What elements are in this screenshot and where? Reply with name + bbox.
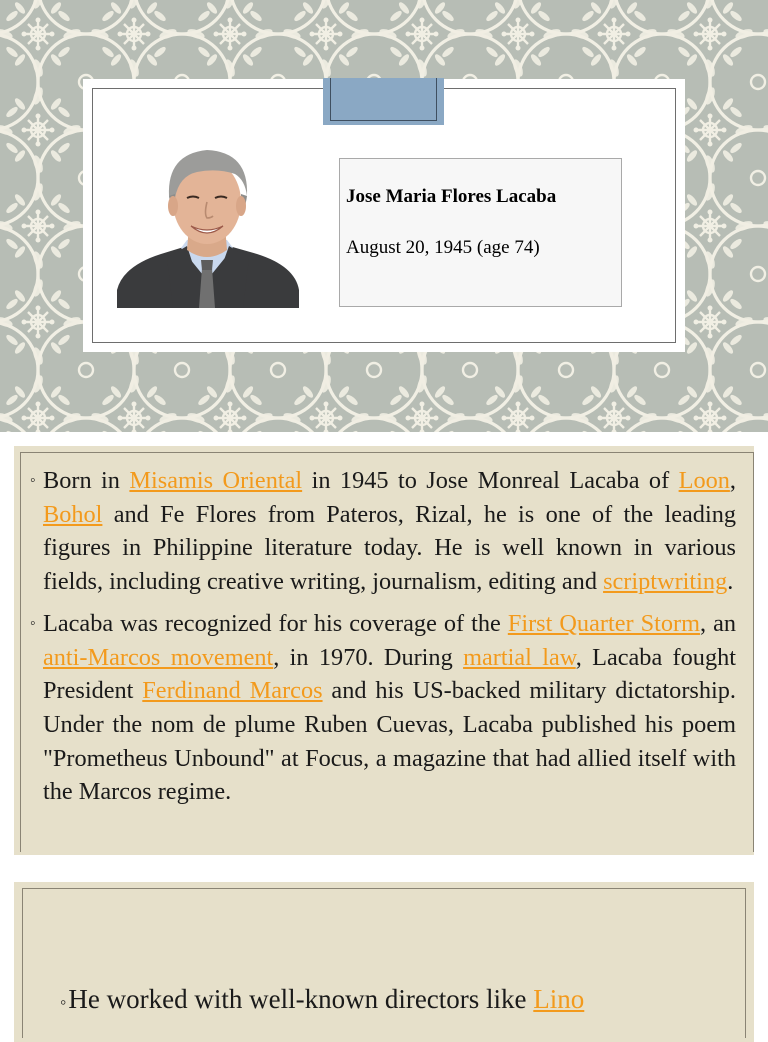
text-run: Born in [43,467,130,494]
profile-name: Jose Maria Flores Lacaba [346,186,557,207]
title-slide [0,0,768,432]
title-tab-inner [330,78,437,121]
text-run: , Lacaba fought President [43,643,736,705]
text-run: Lacaba was recognized for his coverage of the [43,609,508,637]
directors-slide [0,864,768,1024]
link-anti-marcos-movement[interactable]: anti-Marcos movement [43,643,274,671]
paragraph-2 [30,607,736,809]
text-run: , an [699,609,736,637]
text-run: in 1945 to Jose Monreal Lacaba of [302,467,679,494]
bullet-icon: ◦ [30,472,36,489]
paragraph-3 [60,981,584,1020]
text-run: , [729,467,736,494]
link-lino[interactable]: Lino [533,984,585,1014]
portrait-photo [117,140,299,308]
link-scriptwriting[interactable]: scriptwriting [603,568,728,596]
paragraph-1 [30,464,736,599]
link-martial-law[interactable]: martial law [463,643,576,671]
text-run: and his US-backed military dictatorship. Under the nom de plume Ruben Cuevas, Lacaba published his poem "Prometheus Unbound" at Focus, a magazine that had allied itself with the Marcos regime. [43,677,736,806]
profile-info-box [339,158,622,307]
link-misamis-oriental[interactable]: Misamis Oriental [129,467,303,494]
title-tab-decoration [323,78,444,125]
biography-slide [0,432,768,864]
text-run: , in 1970. During [273,643,464,671]
biography-text [30,464,736,866]
profile-birth-date: August 20, 1945 (age 74) [346,237,540,258]
text-run: . [727,568,734,596]
link-bohol[interactable]: Bohol [43,500,103,528]
text-run: He worked with well-known directors like [68,984,534,1014]
link-loon[interactable]: Loon [678,467,730,494]
bullet-icon: ◦ [60,992,67,1012]
link-ferdinand-marcos[interactable]: Ferdinand Marcos [142,677,323,705]
text-run: and Fe Flores from Pateros, Rizal, he is one of the leading figures in Philippine literature today. He is well known in various fields, including creative writing, journalism, editing and [43,500,736,596]
link-first-quarter-storm[interactable]: First Quarter Storm [507,609,700,637]
bullet-icon: ◦ [30,614,36,632]
